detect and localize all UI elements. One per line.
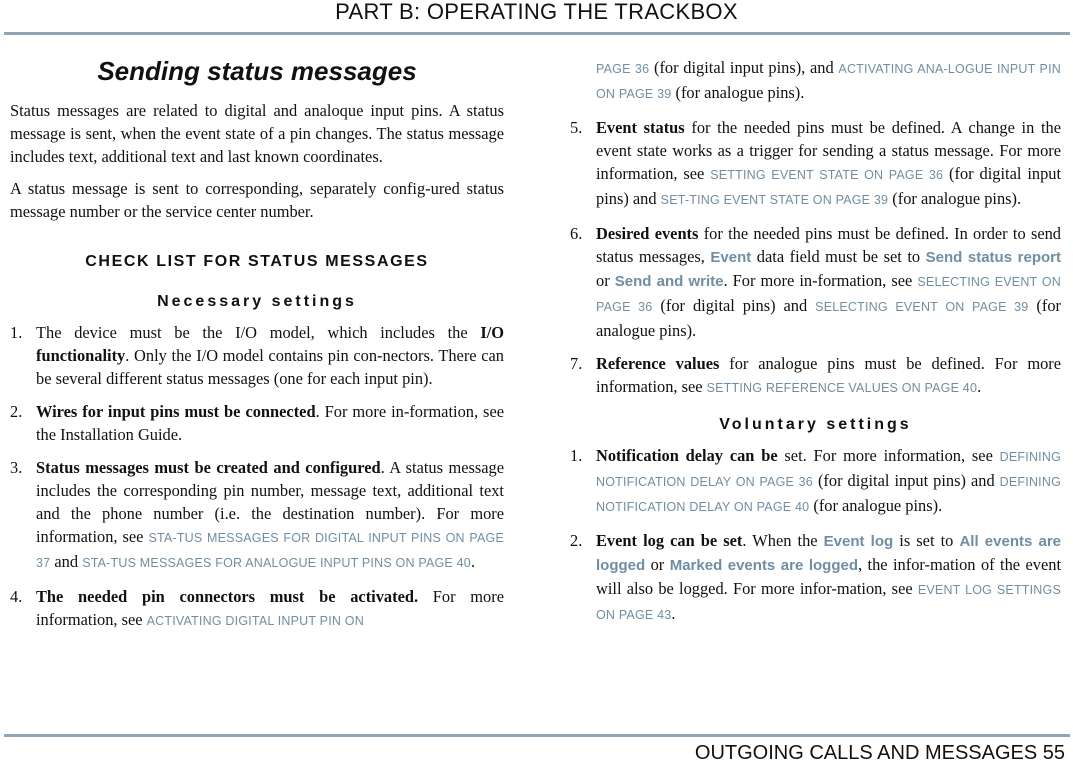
left-column: [10, 48, 504, 643]
text-run: for analogue pins must be defined. For more information, see: [596, 354, 1061, 396]
list-item-continuation: [570, 56, 1061, 106]
item-text: [36, 400, 504, 446]
voluntary-settings-heading: Voluntary settings: [719, 416, 912, 433]
cross-reference-link[interactable]: SELECTING EVENT ON PAGE 36: [596, 275, 1061, 314]
ui-option-name: Marked events are logged: [669, 557, 858, 574]
list-item: [570, 529, 1061, 627]
list-item: [10, 456, 504, 575]
text-run: and: [50, 552, 83, 571]
item-text: [596, 444, 1061, 519]
text-run: (for analogue pins).: [596, 296, 1061, 340]
text-run: . For more in-formation, see: [723, 271, 918, 290]
cross-reference-link[interactable]: SET-TING EVENT STATE ON PAGE 39: [660, 193, 889, 207]
bold-term: Wires for input pins must be connected: [36, 402, 316, 421]
cross-reference-link[interactable]: PAGE 36: [596, 62, 650, 76]
text-run: The device must be the I/O model, which includes the: [36, 323, 481, 342]
text-run: . When the: [742, 531, 824, 550]
ui-field-name: Event log: [823, 533, 894, 550]
bold-term: Notification delay can be: [596, 446, 778, 465]
text-run: (for analogue pins).: [809, 496, 943, 515]
item-text: [596, 352, 1061, 400]
list-item: [10, 585, 504, 633]
text-run: , the infor-mation of the event will also be logged. For more infor-mation, see: [596, 555, 1061, 598]
page-header-title: PART B: OPERATING THE TRACKBOX: [335, 0, 738, 24]
text-run: (for analogue pins).: [888, 189, 1022, 208]
item-number: 5.: [570, 118, 583, 137]
text-run: or: [596, 271, 615, 290]
text-run: (for digital input pins) and: [812, 471, 1000, 490]
ui-option-name: Send and write: [614, 273, 724, 290]
list-item: [570, 444, 1061, 519]
text-run: (for digital input pins) and: [596, 164, 1062, 208]
item-text: [596, 529, 1061, 627]
intro-paragraph-1: Status messages are related to digital and analoque input pins. A status message is sent, when the event state of a pin changes. The status message includes text, additional text and last known coordinates.: [10, 101, 504, 166]
text-run: is set to: [893, 531, 960, 550]
item-number: 1.: [570, 446, 583, 465]
checklist-heading: CHECK LIST FOR STATUS MESSAGES: [85, 253, 429, 270]
cross-reference-link[interactable]: SETTING REFERENCE VALUES ON PAGE 40: [706, 381, 978, 395]
list-item: [570, 222, 1061, 342]
ui-option-name: All events are logged: [596, 533, 1062, 574]
list-item: [570, 116, 1061, 212]
text-run: for the needed pins must be defined. A change in the event state works as a trigger for sending a status message. For more information, see: [596, 118, 1062, 183]
item-text: [596, 56, 1061, 106]
text-run: (for analogue pins).: [671, 83, 805, 102]
item-text: [36, 456, 504, 575]
item-number: 6.: [570, 224, 583, 243]
text-run: . For more in-formation, see the Installation Guide.: [36, 402, 504, 444]
text-run: or: [645, 555, 670, 574]
item-text: [36, 585, 504, 633]
list-item: [10, 321, 504, 390]
list-item: [570, 352, 1061, 400]
item-number: 3.: [10, 458, 23, 477]
cross-reference-link[interactable]: SELECTING EVENT ON PAGE 39: [815, 300, 1029, 314]
bold-term: I/O functionality: [36, 323, 504, 365]
text-run: (for digital input pins), and: [649, 58, 839, 77]
item-number: 2.: [570, 531, 583, 550]
bold-term: Event status: [596, 118, 685, 137]
section-title: Sending status messages: [97, 56, 417, 86]
text-run: . A status message includes the corresponding pin number, message text, additional text and the phone number (i.e. the destination number). For more information, see: [36, 458, 505, 546]
text-run: set. For more information, see: [777, 446, 1000, 465]
text-run: .: [671, 604, 676, 623]
text-run: . Only the I/O model contains pin con-nectors. There can be several different status messages (one for each input pin).: [36, 346, 504, 388]
cross-reference-link[interactable]: ACTIVATING ANA-LOGUE INPUT PIN ON PAGE 39: [596, 62, 1061, 101]
bold-term: The needed pin connectors must be activated.: [36, 587, 419, 606]
cross-reference-link[interactable]: DEFINING NOTIFICATION DELAY ON PAGE 36: [596, 450, 1061, 489]
item-text: [36, 321, 504, 390]
bold-term: Desired events: [596, 224, 699, 243]
footer-rule: [4, 734, 1070, 737]
cross-reference-link[interactable]: DEFINING NOTIFICATION DELAY ON PAGE 40: [596, 475, 1061, 514]
item-number: 2.: [10, 402, 23, 421]
item-number: 1.: [10, 323, 23, 342]
text-run: .: [470, 552, 476, 571]
page-footer-title: OUTGOING CALLS AND MESSAGES 55: [694, 742, 1065, 764]
ui-field-name: Event: [710, 249, 752, 266]
header-rule: [4, 32, 1070, 35]
text-run: data field must be set to: [751, 247, 926, 266]
cross-reference-link[interactable]: EVENT LOG SETTINGS ON PAGE 43: [596, 583, 1061, 622]
bold-term: Reference values: [596, 354, 720, 373]
bold-term: Status messages must be created and configured: [36, 458, 381, 477]
ui-option-name: Send status report: [925, 249, 1061, 266]
intro-paragraph-2: A status message is sent to corresponding, separately config-ured status message number or the service center number.: [10, 179, 504, 221]
item-number: 4.: [10, 587, 23, 606]
cross-reference-link[interactable]: STA-TUS MESSAGES FOR ANALOGUE INPUT PINS ON PAGE 40: [82, 556, 471, 570]
cross-reference-link[interactable]: ACTIVATING DIGITAL INPUT PIN ON: [146, 614, 364, 628]
text-run: for the needed pins must be defined. In order to send status messages,: [596, 224, 1061, 266]
text-run: For more information, see: [36, 587, 504, 629]
necessary-settings-heading: Necessary settings: [157, 293, 357, 310]
text-run: (for digital pins) and: [652, 296, 816, 315]
cross-reference-link[interactable]: SETTING EVENT STATE ON PAGE 36: [710, 168, 944, 182]
item-text: [596, 116, 1061, 212]
list-item: [10, 400, 504, 446]
right-column: [570, 56, 1061, 637]
bold-term: Event log can be set: [596, 531, 743, 550]
item-number: 7.: [570, 354, 583, 373]
item-text: [596, 222, 1061, 342]
cross-reference-link[interactable]: STA-TUS MESSAGES FOR DIGITAL INPUT PINS ON PAGE 37: [36, 531, 504, 570]
text-run: .: [977, 377, 982, 396]
